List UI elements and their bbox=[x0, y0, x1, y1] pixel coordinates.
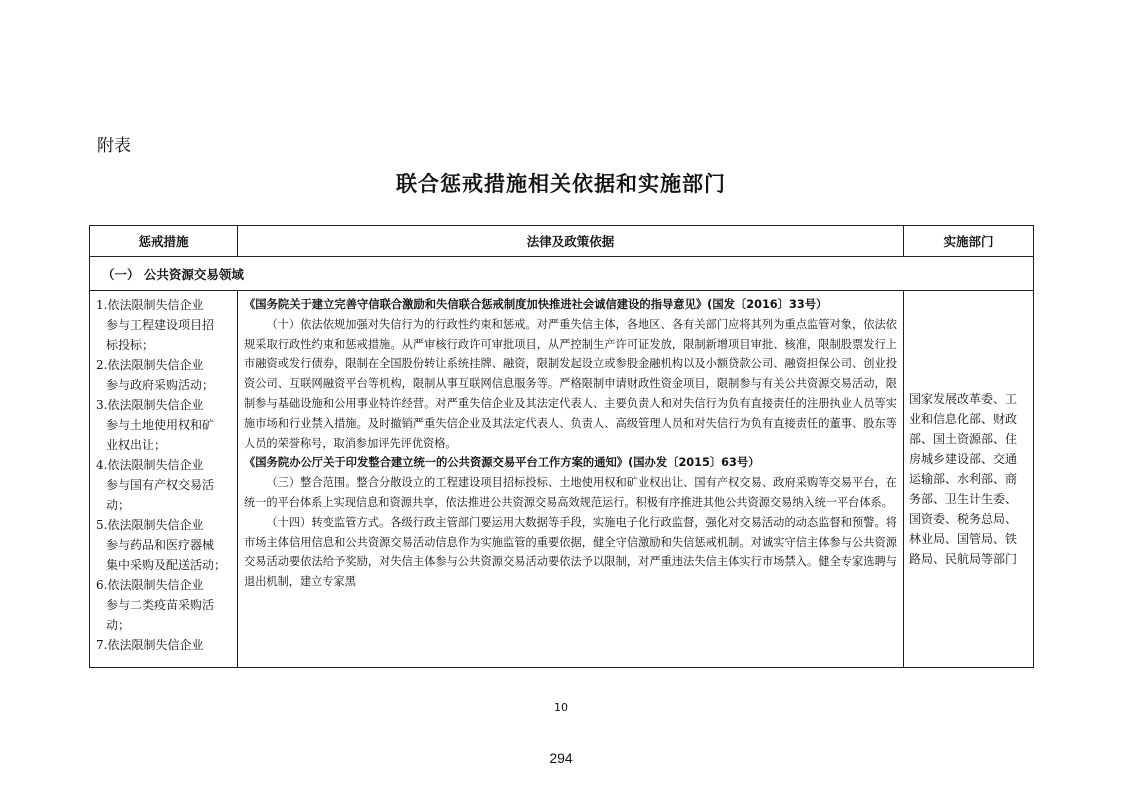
table-row bbox=[90, 291, 1034, 668]
measure-line: 集中采购及配送活动； bbox=[106, 558, 227, 572]
table-header-row bbox=[90, 226, 1034, 257]
document-title: 联合惩戒措施相关依据和实施部门 bbox=[396, 172, 726, 196]
measure-line: 参与二类疫苗采购活 bbox=[106, 598, 215, 612]
measure-line: 6.依法限制失信企业 bbox=[96, 578, 204, 592]
measure-line: 参与政府采购活动； bbox=[106, 378, 215, 392]
policy-doc-title: 《国务院办公厅关于印发整合建立统一的公共资源交易平台工作方案的通知》(国办发〔2015〕63号） bbox=[244, 456, 760, 470]
inner-page-number: 10 bbox=[554, 701, 568, 714]
appendix-label: 附表 bbox=[97, 136, 131, 156]
policy-paragraph: （十）依法依规加强对失信行为的行政性约束和惩戒。对严重失信主体，各地区、各有关部门应将其列为重点监管对象，依法依规采取行政性约束和惩戒措施。从严审核行政许可审批项目，从严控制生产许可证发放，限制新增项目审批、核准，限制股票发行上市融资或发行债券，限制在全国股份转让系统挂牌、融资，限制发起设立或参股金融机构以及小额贷款公司、融资担保公司、创业投资公司、互联网融资平台等机构，限制从事互联网信息服务等。严格限制申请财政性资金项目，限制参与有关公共资源交易活动，限制参与基础设施和公用事业特许经营。对严重失信企业及其法定代表人、主要负责人和对失信行为负有直接责任的注册执业人员等实施市场和行业禁入措施。及时撤销严重失信企业及其法定代表人、负责人、高级管理人员和对失信行为负有直接责任的董事、股东等人员的荣誉称号，取消参加评先评优资格。 bbox=[244, 317, 897, 450]
basis-cell bbox=[238, 291, 904, 668]
measure-line: 1.依法限制失信企业 bbox=[96, 298, 204, 312]
measure-line: 参与药品和医疗器械 bbox=[106, 538, 215, 552]
measure-line: 2.依法限制失信企业 bbox=[96, 358, 204, 372]
policy-paragraph: （十四）转变监管方式。各级行政主管部门要运用大数据等手段，实施电子化行政监督，强化对交易活动的动态监督和预警。将市场主体信用信息和公共资源交易活动信息作为实施监管的重要依据，健全守信激励和失信惩戒机制。对诚实守信主体参与公共资源交易活动要依法给予奖励，对失信主体参与公共资源交易活动要依法予以限制，对严重违法失信主体实行市场禁入。健全专家选聘与退出机制，建立专家黑 bbox=[244, 515, 897, 589]
departments-cell: 国家发展改革委、工业和信息化部、财政部、国土资源部、住房城乡建设部、交通运输部、水利部、商务部、卫生计生委、国资委、税务总局、林业局、国管局、铁路局、民航局等部门 bbox=[904, 291, 1034, 668]
measure-line: 动； bbox=[106, 498, 131, 512]
column-header-departments: 实施部门 bbox=[904, 226, 1034, 257]
measure-line: 5.依法限制失信企业 bbox=[96, 518, 204, 532]
measure-line: 参与工程建设项目招 bbox=[106, 318, 215, 332]
basis-content bbox=[238, 291, 903, 667]
policy-doc-title: 《国务院关于建立完善守信联合激励和失信联合惩戒制度加快推进社会诚信建设的指导意见》(国发〔2016〕33号） bbox=[244, 298, 828, 311]
measures-cell bbox=[90, 291, 238, 668]
measure-line: 参与国有产权交易活 bbox=[106, 478, 215, 492]
measure-line: 7.依法限制失信企业 bbox=[96, 638, 204, 652]
measure-line: 标投标； bbox=[106, 338, 155, 352]
measure-line: 4.依法限制失信企业 bbox=[96, 458, 204, 472]
outer-page-number: 294 bbox=[549, 750, 573, 766]
measure-line: 动； bbox=[106, 618, 131, 632]
measure-line: 参与土地使用权和矿 bbox=[106, 418, 215, 432]
column-header-measures: 惩戒措施 bbox=[90, 226, 238, 257]
measures-table bbox=[89, 225, 1034, 668]
column-header-basis: 法律及政策依据 bbox=[238, 226, 904, 257]
measures-list bbox=[90, 291, 237, 667]
measure-line: 业权出让； bbox=[106, 438, 167, 452]
section-title: （一） 公共资源交易领域 bbox=[90, 257, 1034, 291]
policy-paragraph: （三）整合范围。整合分散设立的工程建设项目招标投标、土地使用权和矿业权出让、国有产权交易、政府采购等交易平台，在统一的平台体系上实现信息和资源共享，依法推进公共资源交易高效规范运行。积极有序推进其他公共资源交易纳入统一平台体系。 bbox=[244, 476, 897, 509]
section-row bbox=[90, 257, 1034, 291]
measure-line: 3.依法限制失信企业 bbox=[96, 398, 204, 412]
